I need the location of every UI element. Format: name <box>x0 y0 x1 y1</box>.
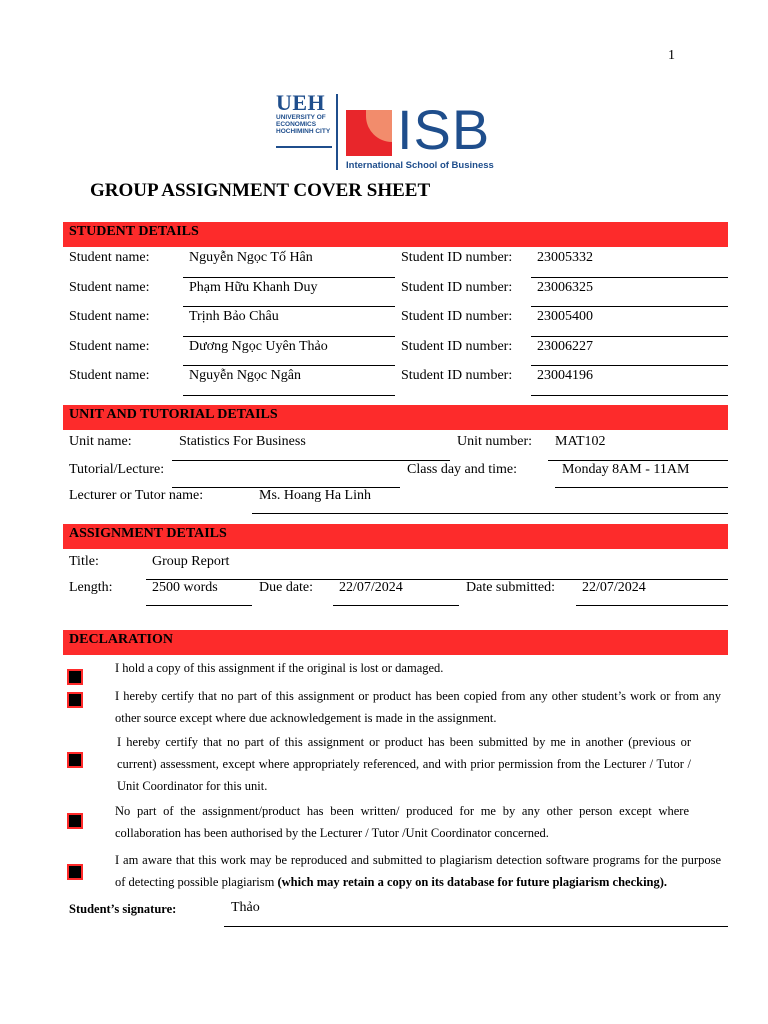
length-value[interactable]: 2500 words <box>152 580 218 595</box>
student-id-label: Student ID number: <box>401 309 513 324</box>
assignment-title-label: Title: <box>69 554 99 569</box>
lecturer-label: Lecturer or Tutor name: <box>69 488 204 503</box>
assignment-details-header-label: ASSIGNMENT DETAILS <box>69 526 227 541</box>
student-name-value[interactable]: Nguyễn Ngọc Tố Hân <box>189 250 313 265</box>
student-id-value[interactable]: 23006325 <box>537 280 593 295</box>
student-name-label: Student name: <box>69 280 150 295</box>
declaration-text-5-line2-plain: of detecting possible plagiarism <box>115 875 278 889</box>
student-id-value[interactable]: 23006227 <box>537 339 593 354</box>
declaration-checkbox-1[interactable] <box>67 669 83 685</box>
student-name-label: Student name: <box>69 368 150 383</box>
tutorial-label: Tutorial/Lecture: <box>69 462 165 477</box>
ueh-logo-underline <box>276 146 332 148</box>
class-time-value[interactable]: Monday 8AM - 11AM <box>562 462 690 477</box>
underline <box>531 365 728 366</box>
ueh-logo-text: UEH <box>276 90 326 115</box>
unit-name-value[interactable]: Statistics For Business <box>179 434 306 449</box>
page-title: GROUP ASSIGNMENT COVER SHEET <box>90 180 431 201</box>
student-id-label: Student ID number: <box>401 280 513 295</box>
student-id-label: Student ID number: <box>401 339 513 354</box>
underline <box>183 365 395 366</box>
student-name-value[interactable]: Trịnh Bảo Châu <box>189 309 279 324</box>
declaration-checkbox-4[interactable] <box>67 813 83 829</box>
declaration-text-4-line2: collaboration has been authorised by the Lecturer / Tutor /Unit Coordinator concerned. <box>115 826 549 840</box>
signature-underline <box>224 926 728 927</box>
underline <box>172 460 450 461</box>
declaration-checkbox-2[interactable] <box>67 692 83 708</box>
underline <box>531 277 728 278</box>
student-name-label: Student name: <box>69 250 150 265</box>
underline <box>146 605 252 606</box>
unit-number-label: Unit number: <box>457 434 533 449</box>
unit-details-header-label: UNIT AND TUTORIAL DETAILS <box>69 407 278 422</box>
underline <box>576 605 728 606</box>
student-id-value[interactable]: 23004196 <box>537 368 593 383</box>
student-details-header <box>63 222 728 247</box>
declaration-checkbox-3[interactable] <box>67 752 83 768</box>
declaration-text-5-line2-bold: (which may retain a copy on its database for future plagiarism checking). <box>277 875 668 889</box>
student-id-value[interactable]: 23005400 <box>537 309 593 324</box>
logo-divider <box>336 94 338 170</box>
isb-logo-text: ISB <box>397 98 491 161</box>
student-id-label: Student ID number: <box>401 368 513 383</box>
assignment-title-value[interactable]: Group Report <box>152 554 230 569</box>
declaration-text-3-line1: I hereby certify that no part of this assignment or product has been submitted by me in another (previous or <box>117 735 691 749</box>
declaration-text-1: I hold a copy of this assignment if the original is lost or damaged. <box>115 661 444 675</box>
underline <box>548 460 728 461</box>
underline <box>183 277 395 278</box>
declaration-text-2-line1: I hereby certify that no part of this assignment or product has been copied from any other student’s work or from any <box>115 689 721 703</box>
page-number: 1 <box>668 48 675 63</box>
student-name-value[interactable]: Nguyễn Ngọc Ngân <box>189 368 301 383</box>
underline <box>531 306 728 307</box>
unit-number-value[interactable]: MAT102 <box>555 434 606 449</box>
underline <box>531 395 728 396</box>
declaration-checkbox-5[interactable] <box>67 864 83 880</box>
underline <box>333 605 459 606</box>
declaration-text-5-line1: I am aware that this work may be reproduced and submitted to plagiarism detection software programs for the purpose <box>115 853 721 867</box>
isb-logo-subtitle: International School of Business <box>346 160 494 171</box>
declaration-text-2-line2: other source except where due acknowledgement is made in the assignment. <box>115 711 497 725</box>
ueh-logo-line1: UNIVERSITY OF <box>276 114 326 121</box>
declaration-text-4-line1: No part of the assignment/product has been written/ produced for me by any other person except where <box>115 804 689 818</box>
declaration-header-label: DECLARATION <box>69 632 173 647</box>
student-name-label: Student name: <box>69 339 150 354</box>
due-date-value[interactable]: 22/07/2024 <box>339 580 403 595</box>
ueh-logo <box>276 92 342 135</box>
underline <box>183 336 395 337</box>
unit-name-label: Unit name: <box>69 434 132 449</box>
signature-value[interactable]: Thảo <box>231 900 260 915</box>
student-id-label: Student ID number: <box>401 250 513 265</box>
ueh-logo-line3: HOCHIMINH CITY <box>276 128 331 135</box>
declaration-text-3-line2: current) assessment, except where appropriately referenced, and with prior permission from the Lecturer / Tutor / <box>117 757 691 771</box>
unit-details-header <box>63 405 728 430</box>
length-label: Length: <box>69 580 113 595</box>
signature-label: Student’s signature: <box>69 902 177 916</box>
due-date-label: Due date: <box>259 580 314 595</box>
underline <box>183 395 395 396</box>
underline <box>183 306 395 307</box>
student-name-label: Student name: <box>69 309 150 324</box>
declaration-text-5-line2 <box>115 871 667 893</box>
lecturer-value[interactable]: Ms. Hoang Ha Linh <box>259 488 371 503</box>
student-id-value[interactable]: 23005332 <box>537 250 593 265</box>
student-details-header-label: STUDENT DETAILS <box>69 224 199 239</box>
date-submitted-value[interactable]: 22/07/2024 <box>582 580 646 595</box>
underline <box>252 513 728 514</box>
underline <box>531 336 728 337</box>
student-name-value[interactable]: Phạm Hữu Khanh Duy <box>189 280 318 295</box>
declaration-text-3-line3: Unit Coordinator for this unit. <box>117 779 268 793</box>
declaration-header <box>63 630 728 655</box>
date-submitted-label: Date submitted: <box>466 580 556 595</box>
ueh-logo-line2: ECONOMICS <box>276 121 317 128</box>
assignment-details-header <box>63 524 728 549</box>
underline <box>555 487 728 488</box>
student-name-value[interactable]: Dương Ngọc Uyên Thảo <box>189 339 328 354</box>
class-time-label: Class day and time: <box>407 462 518 477</box>
